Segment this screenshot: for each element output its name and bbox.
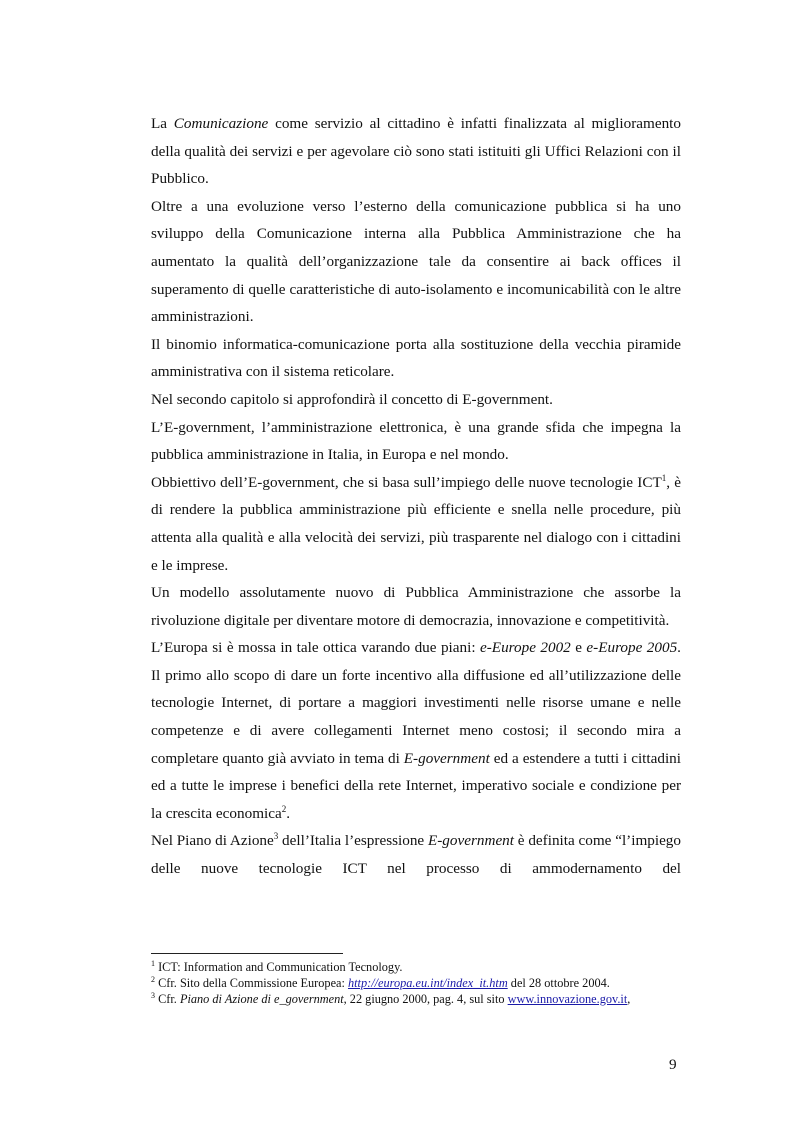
footnotes	[151, 960, 681, 1007]
paragraph-1: La Comunicazione come servizio al cittadino è infatti finalizzata al miglioramento della qualità dei servizi e per agevolare ciò sono stati istituiti gli Uffici Relazioni con il Pubblico.	[151, 115, 681, 188]
footnote-ref-1[interactable]: 1	[661, 472, 667, 483]
footnote-1: $^1$ ICT: Information and Communication Tecnology.	[151, 959, 403, 974]
paragraph-2: Oltre a una evoluzione verso l’esterno della comunicazione pubblica si ha uno sviluppo della Comunicazione interna alla Pubblica Amministrazione che ha aumentato la qualità dell’organizzazione tale da consentire ai back offices il superamento di quelle caratteristiche di auto-isolamento e incomunicabilità con le altre amministrazioni.	[151, 197, 681, 326]
body-text	[151, 110, 681, 883]
footnote-2: $^2$ Cfr. Sito della Commissione Europea: http://europa.eu.int/index_it.htm del 28 ottobre 2004.	[151, 974, 610, 990]
page-number: 9	[669, 1056, 677, 1073]
footnote-separator	[151, 953, 343, 954]
footnote-3: $^3$ Cfr. Piano di Azione di e_government, 22 giugno 2000, pag. 4, sul sito www.innovazione.gov.it,	[151, 990, 631, 1006]
footnote-ref-2[interactable]: 2	[281, 803, 287, 814]
paragraph-8: L’Europa si è mossa in tale ottica varando due piani: e-Europe 2002 e e-Europe 2005. Il primo allo scopo di dare un forte incentivo alla diffusione ed all’utilizzazione delle tecnologie Internet, di portare a maggiori investimenti nelle risorse umane e nelle competenze e di avere collegamenti Internet meno costosi; il secondo mira a completare quanto già avviato in tema di E-government ed a estendere a tutti i cittadini ed a tutte le imprese i benefici della rete Internet, imperativo sociale e condizione per la crescita economica$^2$.	[151, 639, 681, 822]
innovazione-link[interactable]: www.innovazione.gov.it	[507, 991, 628, 1006]
paragraph-3: Il binomio informatica-comunicazione porta alla sostituzione della vecchia piramide amministrativa con il sistema reticolare.	[151, 335, 681, 381]
paragraph-9: Nel Piano di Azione$^3$ dell’Italia l’espressione E-government è definita come “l’impiego delle nuove tecnologie ICT nel processo di ammodernamento del	[151, 831, 681, 878]
paragraph-6: Obbiettivo dell’E-government, che si basa sull’impiego delle nuove tecnologie ICT$^1$, è di rendere la pubblica amministrazione più efficiente e snella nelle procedure, più attenta alla qualità e alla velocità dei servizi, più trasparente nel dialogo con i cittadini e le imprese.	[151, 472, 681, 574]
paragraph-5: L’E-government, l’amministrazione elettronica, è una grande sfida che impegna la pubblica amministrazione in Italia, in Europa e nel mondo.	[151, 418, 681, 464]
emphasis: Comunicazione	[173, 115, 269, 132]
europa-link[interactable]: http://europa.eu.int/index_it.htm	[347, 975, 508, 990]
paragraph-4: Nel secondo capitolo si approfondirà il concetto di E-government.	[151, 390, 553, 408]
paragraph-7: Un modello assolutamente nuovo di Pubblica Amministrazione che assorbe la rivoluzione digitale per diventare motore di democrazia, innovazione e competitività.	[151, 584, 681, 629]
footnote-ref-3[interactable]: 3	[273, 831, 279, 842]
